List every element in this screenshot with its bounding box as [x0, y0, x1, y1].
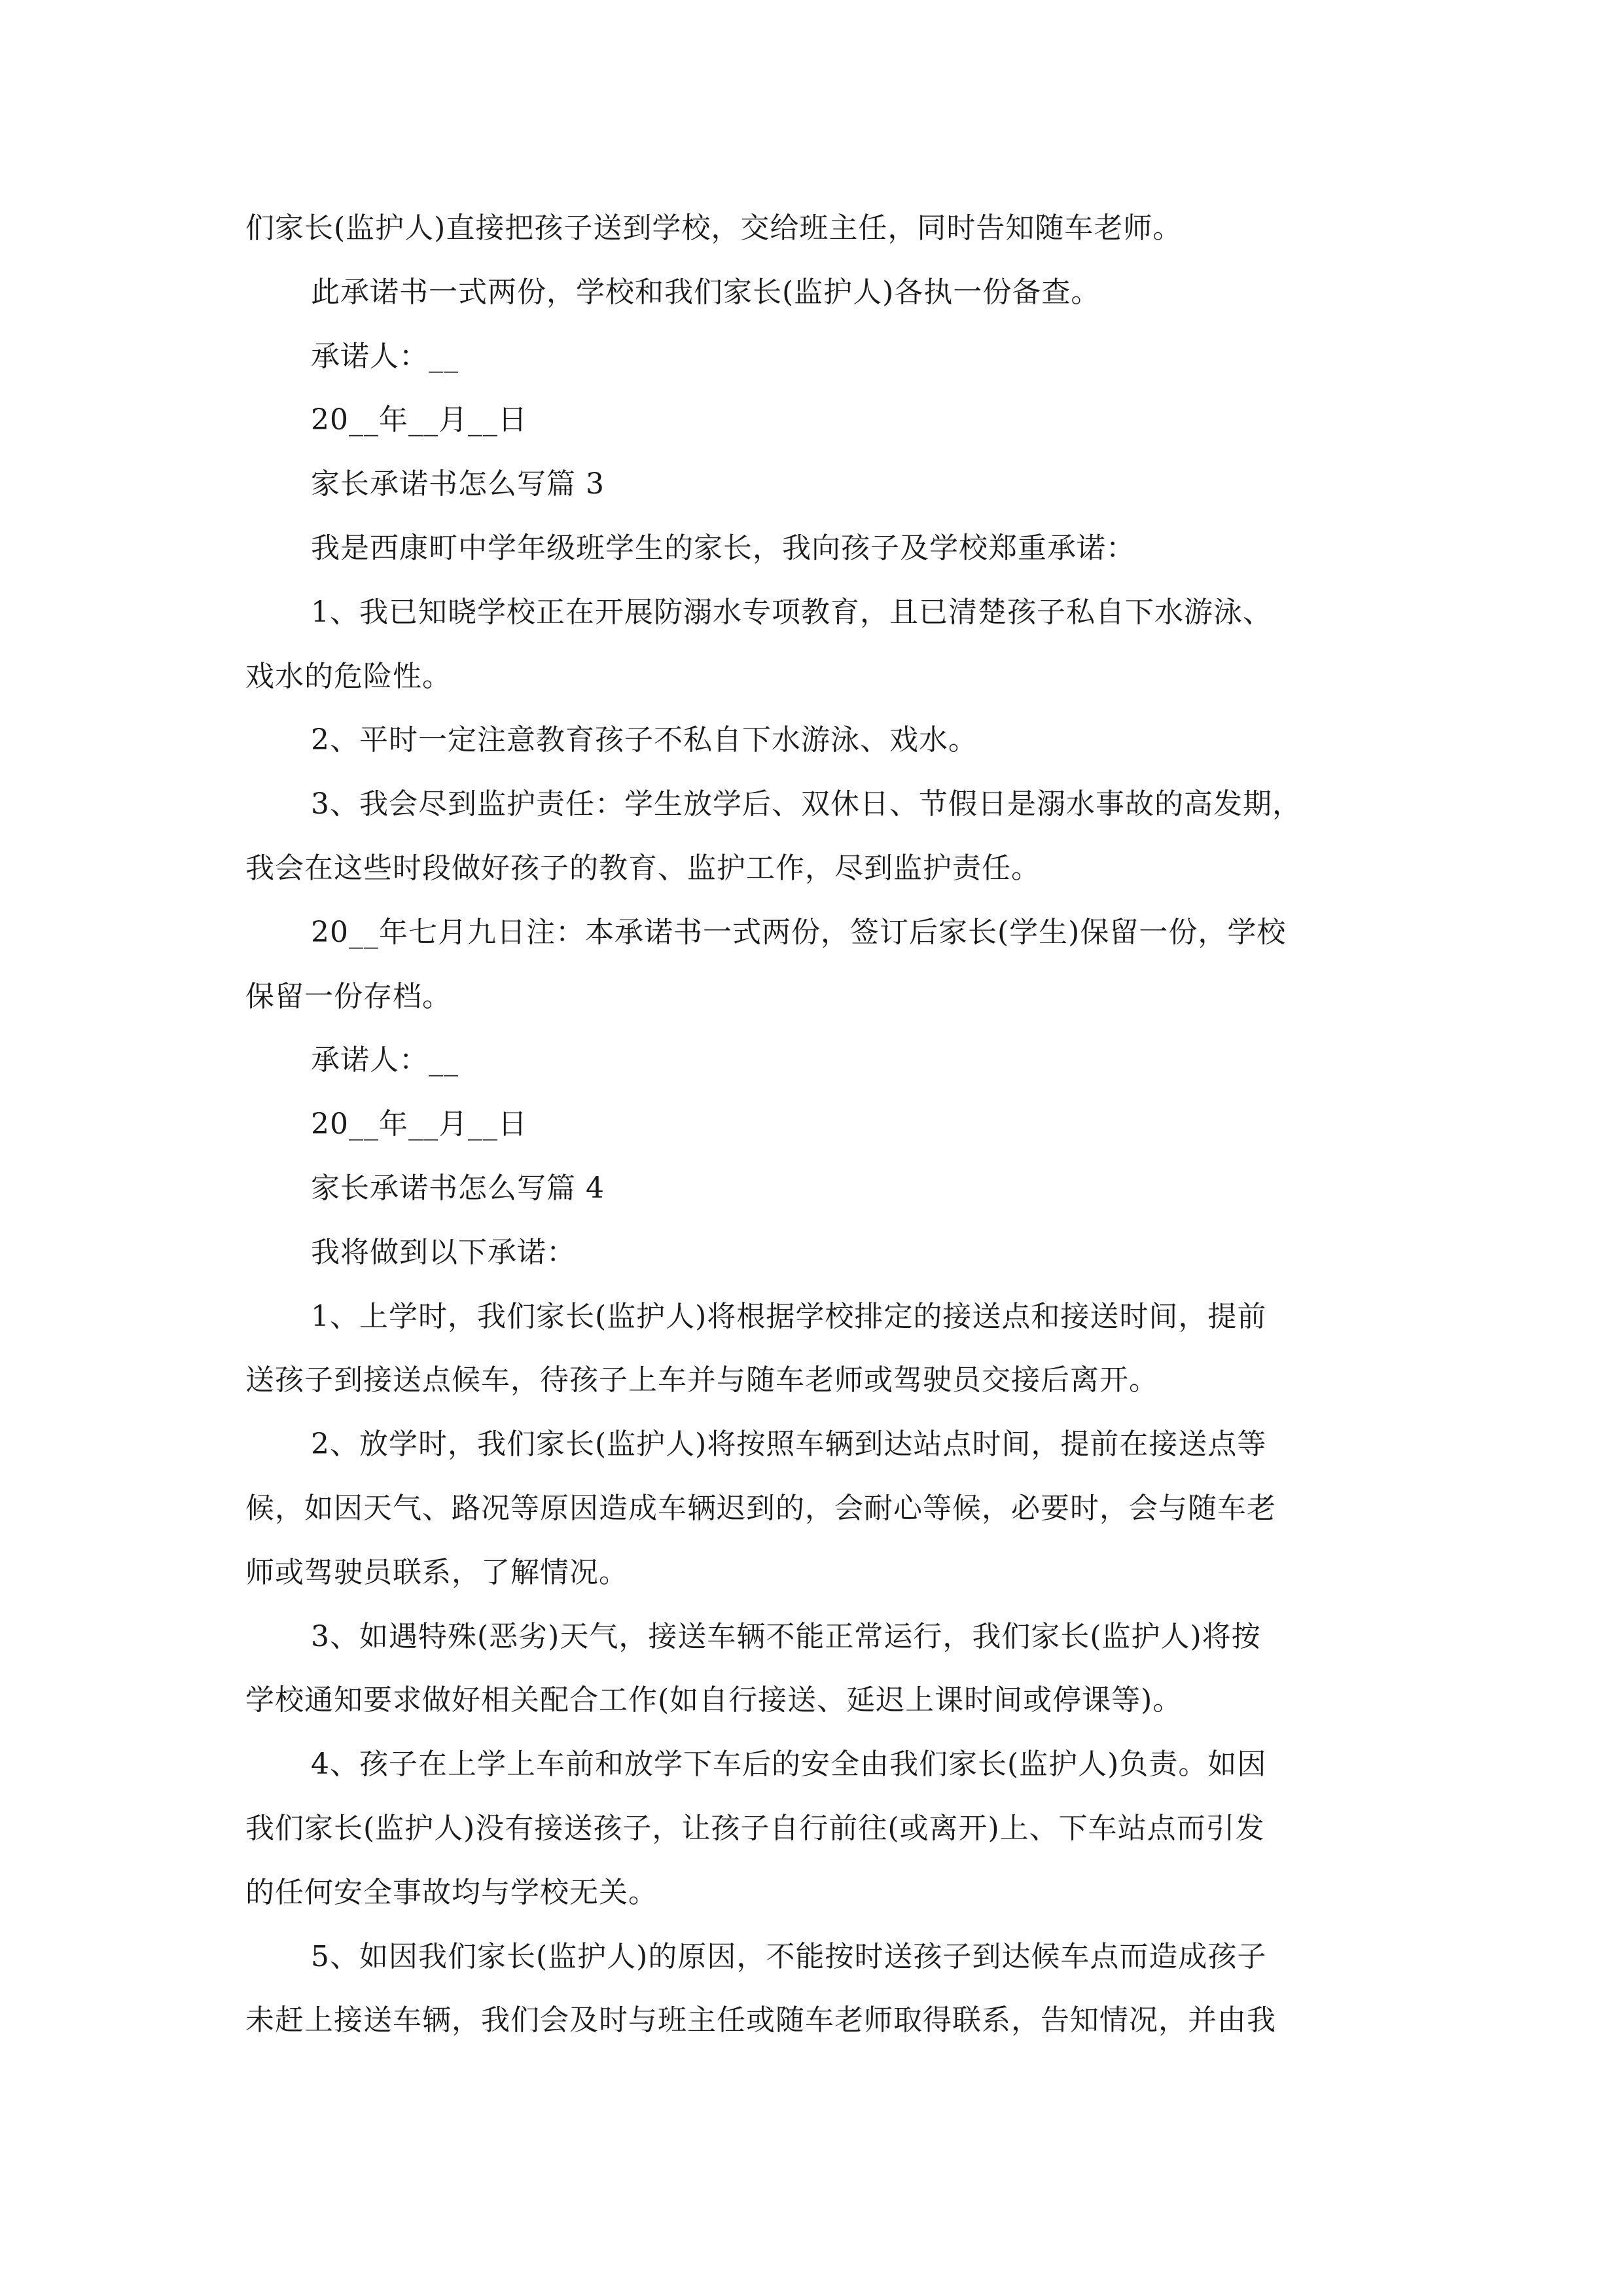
text-line: 师或驾驶员联系，了解情况。 — [245, 1555, 628, 1589]
text-line: 1、我已知晓学校正在开展防溺水专项教育，且已清楚孩子私自下水游泳、 — [311, 595, 1272, 629]
text-line: 5、如因我们家长(监护人)的原因，不能按时送孩子到达候车点而造成孩子 — [311, 1939, 1267, 1973]
text-line: 4、孩子在上学上车前和放学下车后的安全由我们家长(监护人)负责。如因 — [311, 1748, 1267, 1782]
text-line: 3、如遇特殊(恶劣)天气，接送车辆不能正常运行，我们家长(监护人)将按 — [311, 1619, 1261, 1653]
text-line: 未赶上接送车辆，我们会及时与班主任或随车老师取得联系，告知情况，并由我 — [245, 2003, 1276, 2037]
text-line: 20__年七月九日注：本承诺书一式两份，签订后家长(学生)保留一份，学校 — [311, 915, 1287, 949]
text-line: 此承诺书一式两份，学校和我们家长(监护人)各执一份备查。 — [311, 275, 1101, 309]
text-line: 20__年__月__日 — [311, 1107, 527, 1141]
text-line: 3、我会尽到监护责任：学生放学后、双休日、节假日是溺水事故的高发期， — [311, 787, 1302, 821]
text-line: 家长承诺书怎么写篇 3 — [311, 467, 605, 501]
text-line: 学校通知要求做好相关配合工作(如自行接送、延迟上课时间或停课等)。 — [245, 1683, 1183, 1717]
text-line: 1、上学时，我们家长(监护人)将根据学校排定的接送点和接送时间，提前 — [311, 1299, 1267, 1333]
text-line: 我将做到以下承诺： — [311, 1235, 576, 1269]
text-line: 承诺人：__ — [311, 1043, 459, 1077]
text-line: 送孩子到接送点候车，待孩子上车并与随车老师或驾驶员交接后离开。 — [245, 1363, 1158, 1397]
text-line: 保留一份存档。 — [245, 979, 452, 1013]
text-line: 们家长(监护人)直接把孩子送到学校，交给班主任，同时告知随车老师。 — [245, 211, 1183, 245]
text-line: 20__年__月__日 — [311, 403, 527, 437]
text-line: 承诺人：__ — [311, 339, 459, 373]
text-line: 2、平时一定注意教育孩子不私自下水游泳、戏水。 — [311, 723, 978, 757]
text-line: 2、放学时，我们家长(监护人)将按照车辆到达站点时间，提前在接送点等 — [311, 1427, 1267, 1462]
text-line: 我会在这些时段做好孩子的教育、监护工作，尽到监护责任。 — [245, 851, 1041, 885]
text-line: 我是西康町中学年级班学生的家长，我向孩子及学校郑重承诺： — [311, 531, 1135, 565]
text-line: 家长承诺书怎么写篇 4 — [311, 1171, 605, 1205]
text-line: 候，如因天气、路况等原因造成车辆迟到的，会耐心等候，必要时，会与随车老 — [245, 1491, 1276, 1525]
text-line: 我们家长(监护人)没有接送孩子，让孩子自行前往(或离开)上、下车站点而引发 — [245, 1811, 1265, 1845]
text-line: 戏水的危险性。 — [245, 659, 452, 693]
document-page — [245, 196, 1384, 2053]
text-line: 的任何安全事故均与学校无关。 — [245, 1875, 658, 1909]
